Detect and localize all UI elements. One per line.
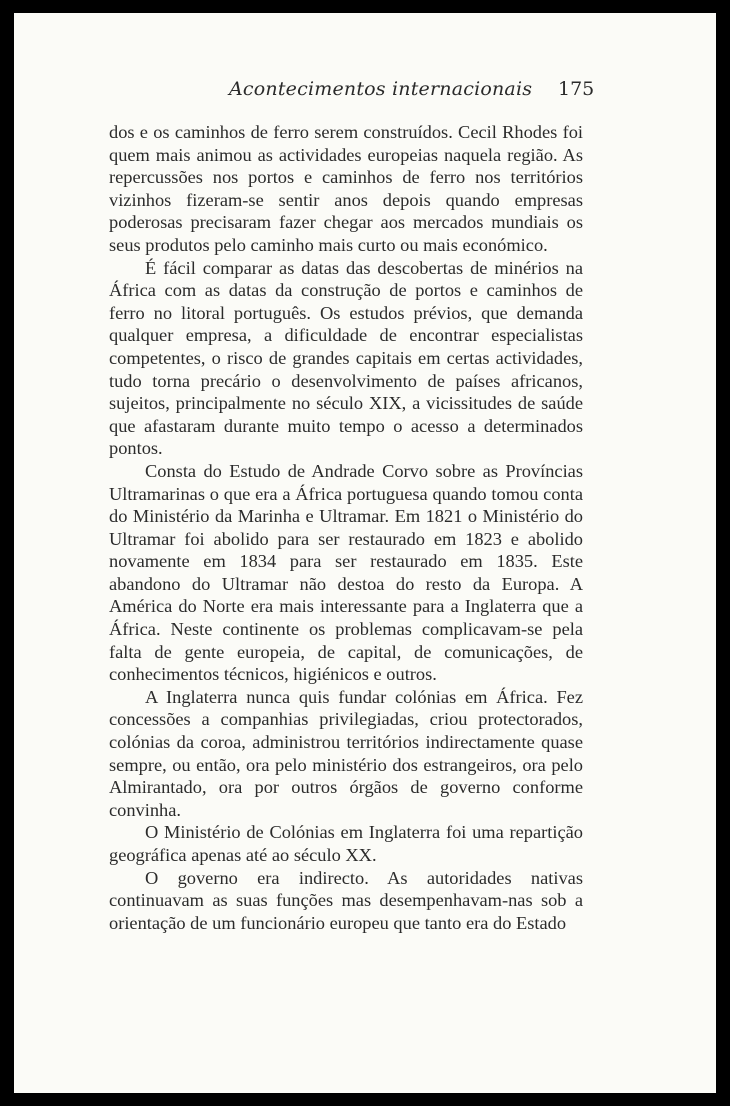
paragraph: Consta do Estudo de Andrade Corvo sobre as Províncias Ultramarinas o que era a África portuguesa quando tomou conta do Ministério da Marinha e Ultramar. Em 1821 o Ministério do Ultramar foi abolido para ser restaurado em 1823 e abolido novamente em 1834 para ser restaurado em 1835. Este abandono do Ultramar não destoa do resto da Europa. A América do Norte era mais interessante para a Inglaterra que a África. Neste continente os problemas complicavam-se pela falta de gente europeia, de capital, de comunicações, de conhecimentos técnicos, higiénicos e outros.: [109, 460, 583, 685]
paragraph: O governo era indirecto. As autoridades nativas continuavam as suas funções mas desempenhavam-nas sob a orientação de um funcionário europeu que tanto era do Estado: [109, 867, 583, 933]
book-page: [14, 13, 716, 1093]
page-number: 175: [558, 78, 595, 100]
paragraph: A Inglaterra nunca quis fundar colónias em África. Fez concessões a companhias privilegiadas, criou protectorados, colónias da coroa, administrou territórios indirectamente quase sempre, ou então, ora pelo ministério dos estrangeiros, ora pelo Almirantado, ora por outros órgãos de governo conforme convinha.: [109, 686, 583, 820]
page-header: [14, 78, 716, 106]
paragraph: É fácil comparar as datas das descobertas de minérios na África com as datas da construção de portos e caminhos de ferro no litoral português. Os estudos prévios, que demanda qualquer empresa, a dificuldade de encontrar especialistas competentes, o risco de grandes capitais em certas actividades, tudo torna precário o desenvolvimento de países africanos, sujeitos, principalmente no século XIX, a vicissitudes de saúde que afastaram durante muito tempo o acesso a determinados pontos.: [109, 257, 583, 459]
running-title: Acontecimentos internacionais: [229, 78, 533, 100]
body-text: [109, 121, 583, 934]
paragraph-continued: dos e os caminhos de ferro serem construídos. Cecil Rhodes foi quem mais animou as actividades europeias naquela região. As repercussões nos portos e caminhos de ferro nos territórios vizinhos fizeram-se sentir anos depois quando empresas poderosas precisaram fazer chegar aos mercados mundiais os seus produtos pelo caminho mais curto ou mais económico.: [109, 122, 583, 255]
paragraph: O Ministério de Colónias em Inglaterra foi uma repartição geográfica apenas até ao século XX.: [109, 822, 583, 865]
